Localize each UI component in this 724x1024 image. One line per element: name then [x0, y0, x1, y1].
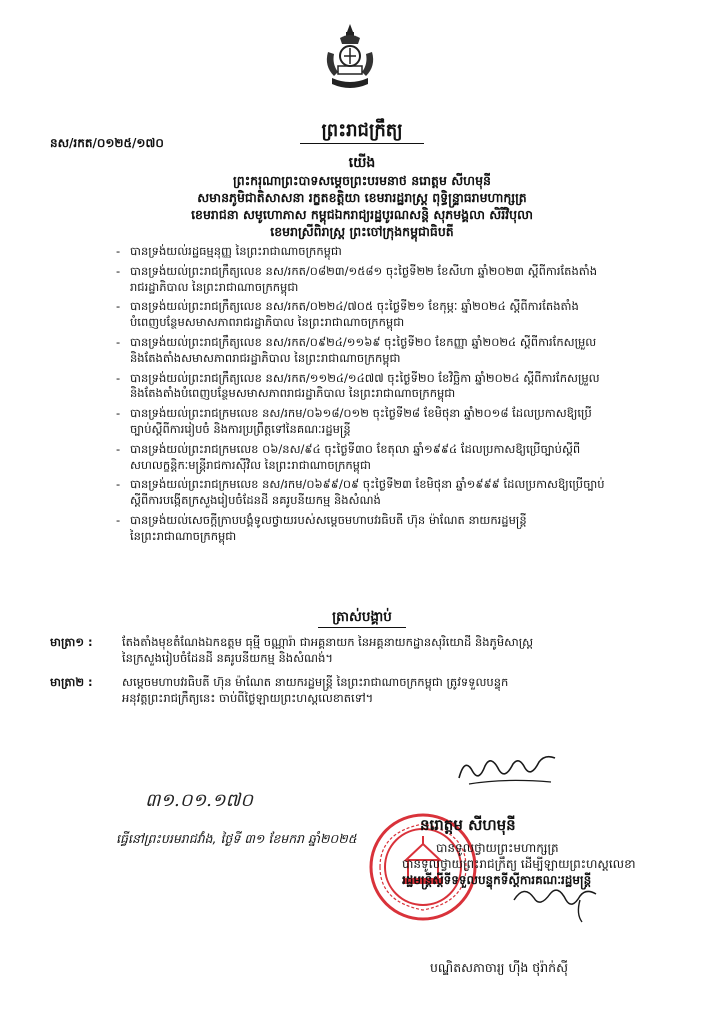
list-item-line: សហលក្ខន្តិកៈមន្ត្រីរាជការស៊ីវិល នៃព្រះរាជាណាចក្រកម្ពុជា	[130, 457, 371, 472]
decree-underline	[318, 627, 406, 628]
minister-name: បណ្ឌិតសភាចារ្យ ហ៊ីង ថុរ៉ាក់ស៊ី	[430, 960, 569, 975]
list-item	[116, 477, 686, 509]
place-and-date: ធ្វើនៅព្រះបរមរាជវាំង, ថ្ងៃទី ៣១ ខែមករា ឆ្នាំ២០២៥	[116, 831, 357, 846]
list-item-line: - បានទ្រង់យល់សេចក្តីក្រាបបង្គំទូលថ្វាយរបស់សម្តេចមហាបវរធិបតី ហ៊ុន ម៉ាណែត នាយករដ្ឋមន្ត្រី	[130, 512, 527, 527]
royal-title-line-3: ខេមរាជនា សមូហោភាស កម្ពុជឯករាជ្យរដ្ឋបូរណសន្តិ សុភមង្គលា សិរីវិបុលា	[191, 207, 533, 222]
list-item-line: - បានទ្រង់យល់ព្រះរាជក្រមលេខ នស/រកម/០៦៩៩/០៩ ចុះថ្ងៃទី២៣ ខែមិថុនា ឆ្នាំ១៩៩៩ ដែលប្រកាសឱ្យប្រើច្បាប់	[130, 477, 605, 492]
list-item	[116, 513, 686, 545]
minister-signature	[510, 880, 600, 925]
list-item	[116, 442, 686, 474]
list-item-line: បំពេញបន្ថែមសមាសភាពរាជរដ្ឋាភិបាល នៃព្រះរាជាណាចក្រកម្ពុជា	[130, 315, 405, 330]
article-line: អនុវត្តព្រះរាជក្រឹត្យនេះ ចាប់ពីថ្ងៃឡាយព្រះហស្តលេខាតទៅ។	[122, 691, 374, 705]
royal-title-line-1: ព្រះករុណាព្រះបាទសម្តេចព្រះបរមនាថ នរោត្តម សីហមុនី	[233, 173, 491, 188]
yeung-heading: យើង	[348, 155, 376, 171]
list-item-line: រាជរដ្ឋាភិបាល នៃព្រះរាជាណាចក្រកម្ពុជា	[130, 279, 299, 294]
list-item	[116, 299, 686, 331]
article-text	[122, 674, 680, 706]
list-item	[116, 406, 686, 438]
article-line: នៃក្រសួងរៀបចំដែនដី នគរូបនីយកម្ម និងសំណង់។	[122, 651, 333, 665]
list-item-line: - បានទ្រង់យល់ព្រះរាជក្រឹត្យលេខ នស/រកត/១១២៤/១៤៧៧ ចុះថ្ងៃទី២០ ខែវិច្ឆិកា ឆ្នាំ២០២៤ ស្តីពីការកែសម្រួល	[130, 370, 600, 385]
article-line: តែងតាំងមុខតំណែងឯកឧត្តម ធុម្មី ចណ្ណារ៉ា ជាអគ្គនាយក នៃអគ្គនាយកដ្ឋានសុរិយោដី និងភូមិសាស្ត្រ	[122, 635, 534, 649]
list-item	[116, 335, 686, 367]
list-item-line: - បានទ្រង់យល់ព្រះរាជក្រមលេខ ០៦/នស/៩៤ ចុះថ្ងៃទី៣០ ខែតុលា ឆ្នាំ១៩៩៤ ដែលប្រកាសឱ្យប្រើច្បាប់ស្តីពី	[130, 441, 581, 456]
decree-heading: ត្រាស់បង្គាប់	[332, 609, 392, 625]
countersign-line-2: បានទូលថ្វាយព្រះរាជក្រឹត្យ ដើម្បីឡាយព្រះហស្តលេខា	[402, 857, 636, 871]
list-item-line: - បានទ្រង់យល់ព្រះរាជក្រមលេខ នស/រកម/០៦១៨/០១២ ចុះថ្ងៃទី២៨ ខែមិថុនា ឆ្នាំ២០១៨ ដែលប្រកាសឱ្យប្រើ	[130, 406, 592, 421]
reference-number: នស/រកត/០១២៥/១៧០	[50, 136, 164, 150]
list-item-line: - បានទ្រង់យល់ព្រះរាជក្រឹត្យលេខ នស/រកត/០៨២៣/១៥៨១ ចុះថ្ងៃទី២២ ខែសីហា ឆ្នាំ២០២៣ ស្តីពីការតែងតាំង	[130, 263, 597, 278]
list-item-line: ស្តីពីការបង្កើតក្រសួងរៀបចំដែនដី នគរូបនីយកម្ម និងសំណង់	[130, 493, 381, 508]
article-label: មាត្រា២ :	[50, 675, 93, 689]
article-label: មាត្រា១ :	[50, 635, 93, 649]
title-underline	[300, 143, 424, 144]
countersign-line-1: បានទូលថ្វាយព្រះមហាក្សត្រ	[436, 841, 559, 855]
list-item-line: - បានទ្រង់យល់ព្រះរាជក្រឹត្យលេខ នស/រកត/០៩២៤/១១៦៩ ចុះថ្ងៃទី២០ ខែកញ្ញា ឆ្នាំ២០២៤ ស្តីពីការកែសម្រួល	[130, 334, 597, 349]
article-line: សម្តេចមហាបវរធិបតី ហ៊ុន ម៉ាណែត នាយករដ្ឋមន្ត្រី នៃព្រះរាជាណាចក្រកម្ពុជា ត្រូវទទួលបន្ទុក	[122, 675, 509, 689]
list-item-line: នៃព្រះរាជាណាចក្រកម្ពុជា	[130, 528, 237, 543]
list-item-line: និងតែងតាំងបំពេញបន្ថែមសមាសភាពរាជរដ្ឋាភិបាល នៃព្រះរាជាណាចក្រកម្ពុជា	[130, 386, 456, 401]
document-title: ព្រះរាជក្រឹត្យ	[321, 120, 403, 141]
article-1	[50, 634, 680, 666]
royal-signature	[455, 748, 565, 788]
handwritten-date: ៣១.០១.១៧០	[145, 790, 253, 811]
list-item-line: ច្បាប់ស្តីពីការរៀបចំ និងការប្រព្រឹត្តទៅនៃគណៈរដ្ឋមន្ត្រី	[130, 421, 351, 436]
list-item	[116, 264, 686, 296]
list-item-line: និងតែងតាំងសមាសភាពរាជរដ្ឋាភិបាល នៃព្រះរាជាណាចក្រកម្ពុជា	[130, 350, 401, 365]
royal-title-line-2: សមានភូមិជាតិសាសនា រក្ខតខត្តិយា ខេមរារដ្ឋរាស្ត្រ ពុទ្ធិន្ទ្រាធរាមហាក្សត្រ	[197, 190, 527, 205]
list-item	[116, 371, 686, 403]
list-item	[116, 244, 686, 260]
royal-emblem-icon	[318, 22, 382, 94]
countersign-line-3: រដ្ឋមន្ត្រីស្តីទីទទួលបន្ទុកទីស្តីការគណៈរដ្ឋមន្ត្រី	[402, 873, 592, 887]
article-text	[122, 634, 680, 666]
list-item-line: - បានទ្រង់យល់ព្រះរាជក្រឹត្យលេខ នស/រកត/០២២៤/៧០៥ ចុះថ្ងៃទី២១ ខែកុម្ភៈ ឆ្នាំ២០២៤ ស្តីពីការតែងតាំង	[130, 299, 579, 314]
king-name: នរោត្តម សីហមុនី	[420, 816, 516, 834]
royal-title-line-4: ខេមរាស្រីពិរាស្ត្រ ព្រះចៅក្រុងកម្ពុជាធិបតី	[270, 224, 454, 239]
considerations-list	[116, 244, 686, 549]
article-2	[50, 674, 680, 706]
list-item-line: - បានទ្រង់យល់រដ្ឋធម្មនុញ្ញ នៃព្រះរាជាណាចក្រកម្ពុជា	[130, 244, 342, 258]
